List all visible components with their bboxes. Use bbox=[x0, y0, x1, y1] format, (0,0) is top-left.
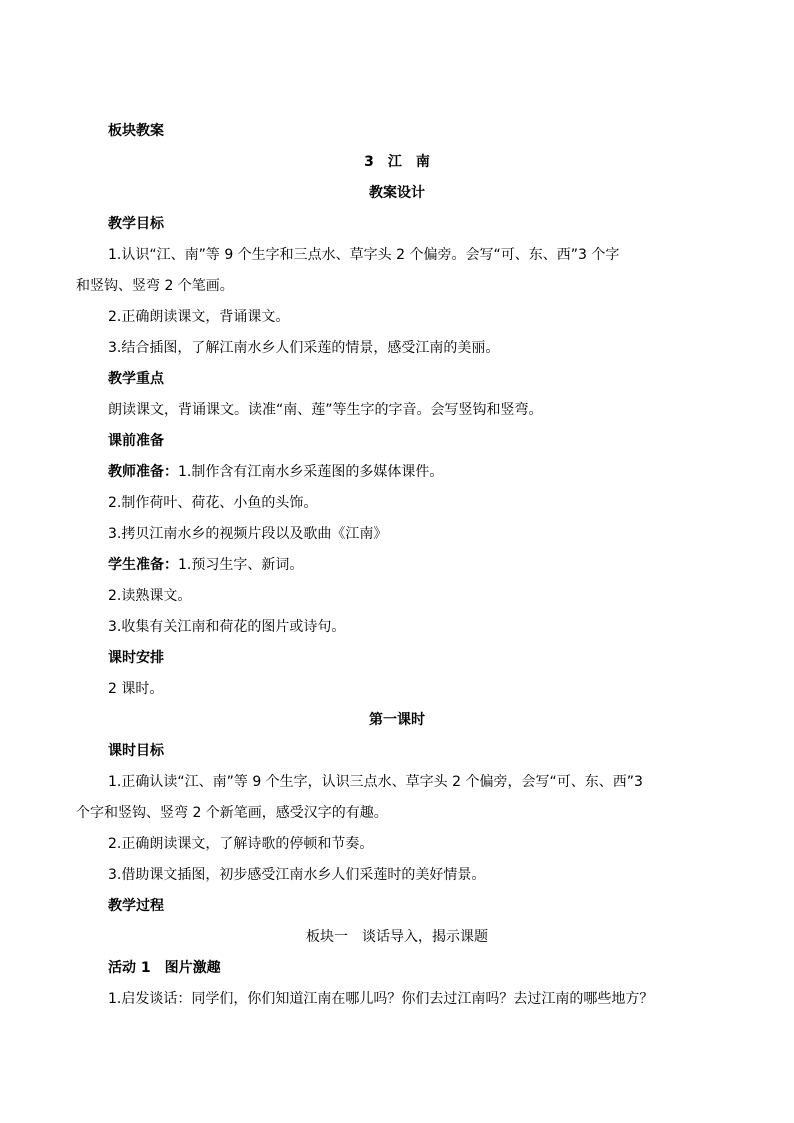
preparation-heading: 课前准备 bbox=[108, 433, 164, 449]
lesson-title: 3 江 南 bbox=[364, 154, 430, 170]
objective-line: 3.结合插图，了解江南水乡人们采莲的情景，感受江南的美丽。 bbox=[108, 340, 500, 356]
lesson-objective-line: 2.正确朗读课文，了解诗歌的停顿和节奏。 bbox=[108, 836, 374, 852]
student-prep-item: 2.读熟课文。 bbox=[108, 588, 192, 604]
teacher-prep-line bbox=[0, 461, 794, 483]
process-heading: 教学过程 bbox=[108, 898, 164, 914]
objective-line: 1.认识“江、南”等 9 个生字和三点水、草字头 2 个偏旁。会写“可、东、西”3 个字 bbox=[108, 247, 620, 263]
document-header: 板块教案 bbox=[108, 123, 164, 139]
lesson-objectives-heading: 课时目标 bbox=[108, 743, 164, 759]
objectives-heading: 教学目标 bbox=[108, 216, 164, 232]
activity1-item: 1.启发谈话：同学们，你们知道江南在哪儿吗？你们去过江南吗？去过江南的哪些地方？ bbox=[108, 991, 654, 1007]
objective-line: 和竖钩、竖弯 2 个笔画。 bbox=[76, 278, 234, 294]
lesson-objective-line: 个字和竖钩、竖弯 2 个新笔画，感受汉字的有趣。 bbox=[76, 805, 388, 821]
activity1-heading: 活动 1 图片激趣 bbox=[108, 960, 221, 976]
block1-heading: 板块一 谈话导入，揭示课题 bbox=[306, 929, 488, 945]
schedule-heading: 课时安排 bbox=[108, 650, 164, 666]
student-prep-line bbox=[0, 554, 794, 576]
key-points-heading: 教学重点 bbox=[108, 371, 164, 387]
teacher-prep-item: 2.制作荷叶、荷花、小鱼的头饰。 bbox=[108, 495, 318, 511]
student-prep-label: 学生准备： bbox=[108, 557, 178, 573]
student-prep-item: 3.收集有关江南和荷花的图片或诗句。 bbox=[108, 619, 346, 635]
teacher-prep-item: 3.拷贝江南水乡的视频片段以及歌曲《江南》 bbox=[108, 526, 388, 542]
schedule-text: 2 课时。 bbox=[108, 681, 164, 697]
teacher-prep-label: 教师准备： bbox=[108, 464, 178, 480]
design-heading: 教案设计 bbox=[369, 185, 425, 201]
key-points-text: 朗读课文，背诵课文。读准“南、莲”等生字的字音。会写竖钩和竖弯。 bbox=[108, 402, 543, 418]
objective-line: 2.正确朗读课文，背诵课文。 bbox=[108, 309, 290, 325]
first-lesson-heading: 第一课时 bbox=[369, 712, 425, 728]
lesson-objective-line: 3.借助课文插图，初步感受江南水乡人们采莲时的美好情景。 bbox=[108, 867, 486, 883]
student-prep-item: 1.预习生字、新词。 bbox=[178, 557, 304, 573]
teacher-prep-item: 1.制作含有江南水乡采莲图的多媒体课件。 bbox=[178, 464, 444, 480]
lesson-objective-line: 1.正确认读“江、南”等 9 个生字，认识三点水、草字头 2 个偏旁，会写“可、东、西”3 bbox=[108, 774, 643, 790]
